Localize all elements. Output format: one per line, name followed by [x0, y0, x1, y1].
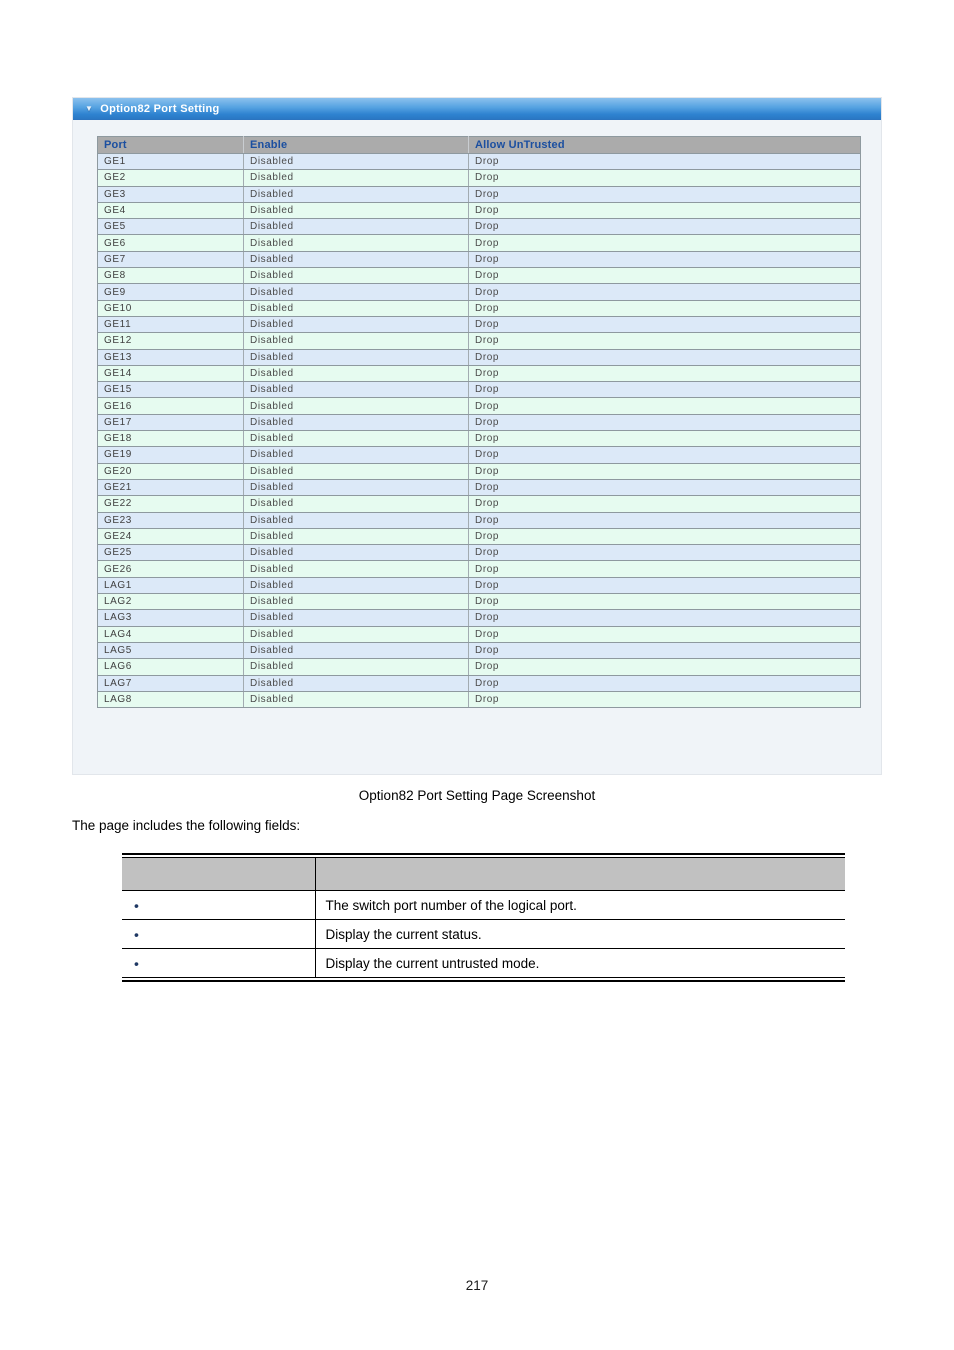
panel-title: Option82 Port Setting — [100, 102, 220, 115]
allow-untrusted-cell: Drop — [469, 382, 861, 398]
column-header-port: Port — [98, 137, 244, 154]
enable-cell: Disabled — [244, 659, 469, 675]
enable-cell: Disabled — [244, 235, 469, 251]
bullet-icon: • — [134, 955, 139, 972]
port-row-ge12 — [98, 333, 861, 349]
allow-untrusted-cell: Drop — [469, 202, 861, 218]
allow-untrusted-cell: Drop — [469, 528, 861, 544]
bullet-icon: • — [134, 897, 139, 914]
allow-untrusted-cell: Drop — [469, 545, 861, 561]
port-cell: GE10 — [98, 300, 244, 316]
allow-untrusted-cell: Drop — [469, 431, 861, 447]
enable-cell: Disabled — [244, 268, 469, 284]
port-row-ge26 — [98, 561, 861, 577]
enable-cell: Disabled — [244, 414, 469, 430]
port-cell: LAG7 — [98, 675, 244, 691]
port-cell: GE19 — [98, 447, 244, 463]
port-cell: LAG6 — [98, 659, 244, 675]
port-cell: LAG5 — [98, 642, 244, 658]
port-cell: GE2 — [98, 170, 244, 186]
enable-cell: Disabled — [244, 316, 469, 332]
port-row-ge24 — [98, 528, 861, 544]
enable-cell: Disabled — [244, 463, 469, 479]
port-cell: GE13 — [98, 349, 244, 365]
port-row-lag3 — [98, 610, 861, 626]
allow-untrusted-cell: Drop — [469, 333, 861, 349]
fields-header-description — [315, 858, 845, 891]
enable-cell: Disabled — [244, 186, 469, 202]
enable-cell: Disabled — [244, 219, 469, 235]
field-object-cell — [122, 949, 315, 978]
fields-description-table — [122, 857, 845, 978]
allow-untrusted-cell: Drop — [469, 675, 861, 691]
enable-cell: Disabled — [244, 545, 469, 561]
allow-untrusted-cell: Drop — [469, 659, 861, 675]
column-header-enable: Enable — [244, 137, 469, 154]
enable-cell: Disabled — [244, 284, 469, 300]
port-row-ge6 — [98, 235, 861, 251]
port-cell: GE1 — [98, 154, 244, 170]
enable-cell: Disabled — [244, 496, 469, 512]
port-row-ge1 — [98, 154, 861, 170]
port-row-ge19 — [98, 447, 861, 463]
enable-cell: Disabled — [244, 202, 469, 218]
enable-cell: Disabled — [244, 333, 469, 349]
field-object-cell — [122, 891, 315, 920]
enable-cell: Disabled — [244, 170, 469, 186]
allow-untrusted-cell: Drop — [469, 691, 861, 707]
port-row-lag4 — [98, 626, 861, 642]
page-number: 217 — [465, 1278, 489, 1293]
fields-header-row — [122, 858, 845, 891]
port-cell: GE12 — [98, 333, 244, 349]
allow-untrusted-cell: Drop — [469, 610, 861, 626]
port-row-lag1 — [98, 577, 861, 593]
port-cell: GE25 — [98, 545, 244, 561]
allow-untrusted-cell: Drop — [469, 235, 861, 251]
fields-table-wrapper — [122, 853, 845, 982]
port-row-ge13 — [98, 349, 861, 365]
enable-cell: Disabled — [244, 626, 469, 642]
port-cell: GE7 — [98, 251, 244, 267]
enable-cell: Disabled — [244, 382, 469, 398]
field-description-cell: Display the current untrusted mode. — [315, 949, 845, 978]
port-row-ge15 — [98, 382, 861, 398]
enable-cell: Disabled — [244, 300, 469, 316]
field-object-cell — [122, 920, 315, 949]
allow-untrusted-cell: Drop — [469, 561, 861, 577]
port-row-ge18 — [98, 431, 861, 447]
port-row-lag8 — [98, 691, 861, 707]
allow-untrusted-cell: Drop — [469, 300, 861, 316]
port-cell: GE24 — [98, 528, 244, 544]
port-cell: LAG2 — [98, 594, 244, 610]
allow-untrusted-cell: Drop — [469, 219, 861, 235]
allow-untrusted-cell: Drop — [469, 447, 861, 463]
port-cell: GE16 — [98, 398, 244, 414]
port-cell: GE23 — [98, 512, 244, 528]
allow-untrusted-cell: Drop — [469, 349, 861, 365]
port-table-header-row — [98, 137, 861, 154]
figure-caption: Option82 Port Setting Page Screenshot — [358, 788, 596, 803]
allow-untrusted-cell: Drop — [469, 414, 861, 430]
port-row-ge9 — [98, 284, 861, 300]
port-row-ge16 — [98, 398, 861, 414]
port-cell: GE22 — [98, 496, 244, 512]
port-row-ge25 — [98, 545, 861, 561]
port-cell: GE21 — [98, 479, 244, 495]
port-cell: GE4 — [98, 202, 244, 218]
port-cell: LAG8 — [98, 691, 244, 707]
port-cell: GE3 — [98, 186, 244, 202]
port-cell: GE20 — [98, 463, 244, 479]
port-row-ge20 — [98, 463, 861, 479]
port-cell: LAG4 — [98, 626, 244, 642]
allow-untrusted-cell: Drop — [469, 170, 861, 186]
enable-cell: Disabled — [244, 691, 469, 707]
port-row-ge10 — [98, 300, 861, 316]
allow-untrusted-cell: Drop — [469, 365, 861, 381]
enable-cell: Disabled — [244, 398, 469, 414]
port-setting-table — [97, 136, 861, 708]
port-row-ge3 — [98, 186, 861, 202]
allow-untrusted-cell: Drop — [469, 479, 861, 495]
allow-untrusted-cell: Drop — [469, 626, 861, 642]
port-cell: GE17 — [98, 414, 244, 430]
allow-untrusted-cell: Drop — [469, 577, 861, 593]
port-row-ge14 — [98, 365, 861, 381]
allow-untrusted-cell: Drop — [469, 398, 861, 414]
enable-cell: Disabled — [244, 154, 469, 170]
port-row-ge5 — [98, 219, 861, 235]
allow-untrusted-cell: Drop — [469, 251, 861, 267]
enable-cell: Disabled — [244, 251, 469, 267]
port-cell: GE9 — [98, 284, 244, 300]
enable-cell: Disabled — [244, 528, 469, 544]
port-row-ge21 — [98, 479, 861, 495]
enable-cell: Disabled — [244, 512, 469, 528]
fields-header-object — [122, 858, 315, 891]
port-row-lag2 — [98, 594, 861, 610]
enable-cell: Disabled — [244, 447, 469, 463]
allow-untrusted-cell: Drop — [469, 594, 861, 610]
allow-untrusted-cell: Drop — [469, 642, 861, 658]
port-cell: LAG3 — [98, 610, 244, 626]
enable-cell: Disabled — [244, 675, 469, 691]
fields-row-1 — [122, 891, 845, 920]
port-cell: GE11 — [98, 316, 244, 332]
enable-cell: Disabled — [244, 431, 469, 447]
allow-untrusted-cell: Drop — [469, 268, 861, 284]
allow-untrusted-cell: Drop — [469, 316, 861, 332]
allow-untrusted-cell: Drop — [469, 186, 861, 202]
port-cell: LAG1 — [98, 577, 244, 593]
option82-port-setting-panel — [72, 97, 882, 775]
fields-row-3 — [122, 949, 845, 978]
column-header-allow-untrusted: Allow UnTrusted — [469, 137, 861, 154]
field-description-cell: The switch port number of the logical port. — [315, 891, 845, 920]
intro-text: The page includes the following fields: — [72, 818, 301, 833]
port-row-lag7 — [98, 675, 861, 691]
port-cell: GE18 — [98, 431, 244, 447]
enable-cell: Disabled — [244, 479, 469, 495]
bullet-icon: • — [134, 926, 139, 943]
fields-row-2 — [122, 920, 845, 949]
enable-cell: Disabled — [244, 349, 469, 365]
port-row-ge22 — [98, 496, 861, 512]
enable-cell: Disabled — [244, 610, 469, 626]
allow-untrusted-cell: Drop — [469, 463, 861, 479]
port-row-ge7 — [98, 251, 861, 267]
collapse-triangle-icon: ▼ — [85, 103, 94, 113]
allow-untrusted-cell: Drop — [469, 154, 861, 170]
port-row-ge17 — [98, 414, 861, 430]
enable-cell: Disabled — [244, 365, 469, 381]
field-description-cell: Display the current status. — [315, 920, 845, 949]
port-row-ge4 — [98, 202, 861, 218]
enable-cell: Disabled — [244, 594, 469, 610]
port-row-ge11 — [98, 316, 861, 332]
allow-untrusted-cell: Drop — [469, 512, 861, 528]
port-cell: GE6 — [98, 235, 244, 251]
port-row-lag6 — [98, 659, 861, 675]
panel-titlebar[interactable] — [73, 98, 881, 120]
port-cell: GE15 — [98, 382, 244, 398]
enable-cell: Disabled — [244, 642, 469, 658]
port-row-ge23 — [98, 512, 861, 528]
enable-cell: Disabled — [244, 577, 469, 593]
port-row-ge2 — [98, 170, 861, 186]
port-cell: GE5 — [98, 219, 244, 235]
port-cell: GE26 — [98, 561, 244, 577]
allow-untrusted-cell: Drop — [469, 496, 861, 512]
port-row-lag5 — [98, 642, 861, 658]
port-cell: GE8 — [98, 268, 244, 284]
port-row-ge8 — [98, 268, 861, 284]
allow-untrusted-cell: Drop — [469, 284, 861, 300]
port-cell: GE14 — [98, 365, 244, 381]
enable-cell: Disabled — [244, 561, 469, 577]
